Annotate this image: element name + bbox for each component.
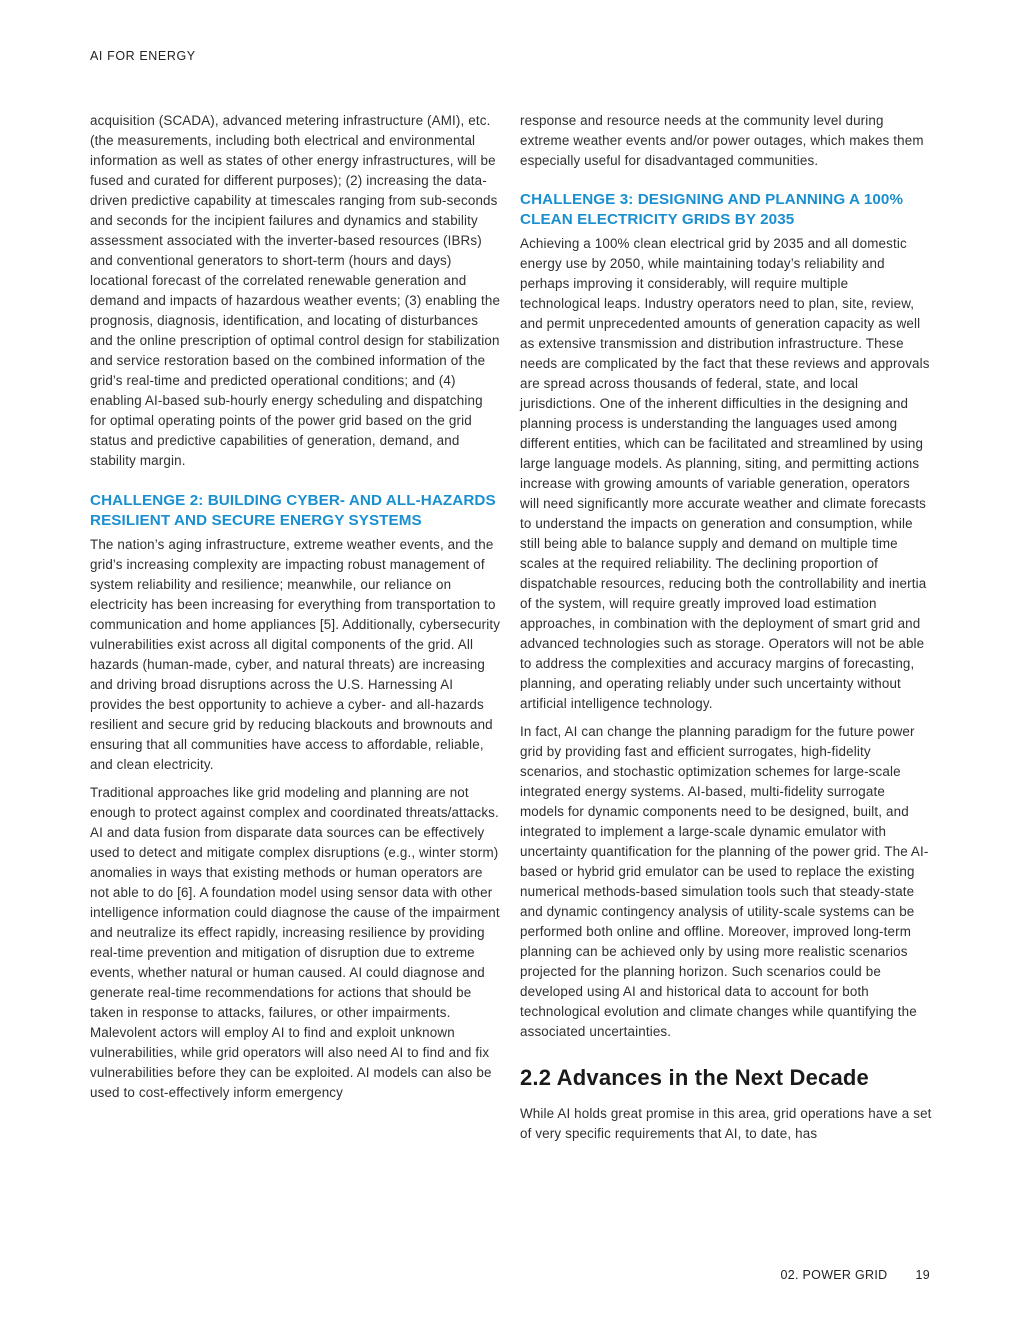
- paragraph: The nation’s aging infrastructure, extreme weather events, and the grid’s increasing complexity are impacting robust management of system reliability and resilience; meanwhile, our reliance on electricity has been increasing for everything from transportation to communication and home appliances [5]. Additionally, cybersecurity vulnerabilities exist across all digital components of the grid. All hazards (human-made, cyber, and natural threats) are increasing and driving broad disruptions across the U.S. Harnessing AI provides the best opportunity to achieve a cyber- and all-hazards resilient and secure grid by reducing blackouts and brownouts and ensuring that all communities have access to affordable, reliable, and clean electricity.: [90, 537, 501, 772]
- challenge-3-heading: CHALLENGE 3: DESIGNING AND PLANNING A 100% CLEAN ELECTRICITY GRIDS BY 2035: [520, 191, 904, 228]
- paragraph: acquisition (SCADA), advanced metering infrastructure (AMI), etc. (the measurements, including both electrical and environmental information as well as states of other energy infrastructures, will be fused and curated for different purposes); (2) increasing the data-driven predictive capability at timescales ranging from sub-seconds and seconds for the incipient failures and dynamics and stability assessment associated with the inverter-based resources (IBRs) and conventional generators to short-term (hours and days) locational forecast of the correlated renewable generation and demand and impacts of hazardous weather events; (3) enabling the prognosis, diagnosis, identification, and locating of disturbances and the online prescription of optimal control design for stabilization and service restoration based on the combined information of the grid’s real-time and predicted operational conditions; and (4) enabling AI-based sub-hourly energy scheduling and dispatching for optimal operating points of the power grid based on the grid status and predictive capabilities of generation, demand, and stability margin.: [90, 113, 501, 468]
- paragraph: In fact, AI can change the planning paradigm for the future power grid by providing fast and efficient surrogates, high-fidelity scenarios, and stochastic optimization schemes for large-scale integrated energy systems. AI-based, multi-fidelity surrogate models for dynamic components need to be designed, built, and integrated to implement a large-scale dynamic emulator with uncertainty quantification for the planning of the power grid. The AI-based or hybrid grid emulator can be used to replace the existing numerical methods-based simulation tools such that steady-state and dynamic contingency analysis of utility-scale systems can be performed both online and offline. Moreover, improved long-term planning can be achieved only by using more realistic scenarios projected for the planning horizon. Such scenarios could be developed using AI and historical data to account for both technological evolution and climate changes while quantifying the associated uncertainties.: [520, 724, 929, 1039]
- chapter-label: 02. POWER GRID: [780, 1268, 888, 1282]
- left-column: [90, 111, 502, 1111]
- paragraph: response and resource needs at the community level during extreme weather events and/or power outages, which makes them especially useful for disadvantaged communities.: [520, 113, 924, 168]
- page-footer: [780, 1268, 930, 1282]
- paragraph: Traditional approaches like grid modeling and planning are not enough to protect against complex and coordinated threats/attacks. AI and data fusion from disparate data sources can be effectively used to detect and mitigate complex disruptions (e.g., winter storm) anomalies in ways that existing methods or human operators are not able to do [6]. A foundation model using sensor data with other intelligence information could diagnose the cause of the impairment and neutralize its effect rapidly, increasing resilience by providing real-time prevention and mitigation of disruption due to extreme events, whether natural or human caused. AI could diagnose and generate real-time recommendations for actions that should be taken in response to attacks, failures, or other impairments. Malevolent actors will employ AI to find and exploit unknown vulnerabilities, while grid operators will also need AI to find and fix vulnerabilities before they can be exploited. AI models can also be used to cost-effectively inform emergency: [90, 785, 500, 1100]
- challenge-2-heading: CHALLENGE 2: BUILDING CYBER- AND ALL-HAZARDS RESILIENT AND SECURE ENERGY SYSTEMS: [90, 492, 496, 529]
- paragraph: While AI holds great promise in this area, grid operations have a set of very specific requirements that AI, to date, has: [520, 1106, 932, 1141]
- right-column: [520, 111, 932, 1152]
- section-heading: 2.2 Advances in the Next Decade: [520, 1065, 869, 1090]
- running-header: AI FOR ENERGY: [90, 49, 196, 63]
- paragraph: Achieving a 100% clean electrical grid by 2035 and all domestic energy use by 2050, while maintaining today’s reliability and perhaps improving it considerably, will require multiple technological leaps. Industry operators need to plan, site, review, and permit unprecedented amounts of generation capacity as well as extensive transmission and distribution infrastructure. These needs are complicated by the fact that these reviews and approvals are spread across thousands of federal, state, and local jurisdictions. One of the inherent difficulties in the designing and planning process is understanding the languages used among different entities, which can be facilitated and streamlined by using large language models. As planning, siting, and permitting actions increase with growing amounts of variable generation, operators will need significantly more accurate weather and climate forecasts to understand the impacts on generation and consumption, while still being able to balance supply and demand on multiple time scales at the required reliability. The declining proportion of dispatchable resources, reducing both the controllability and inertia of the system, will require greatly improved load estimation approaches, in combination with the deployment of smart grid and advanced technologies such as storage. Operators will not be able to address the complexities and accuracy margins of forecasting, planning, and operating reliably under such uncertainty without artificial intelligence technology.: [520, 236, 930, 711]
- page-number: 19: [915, 1268, 930, 1282]
